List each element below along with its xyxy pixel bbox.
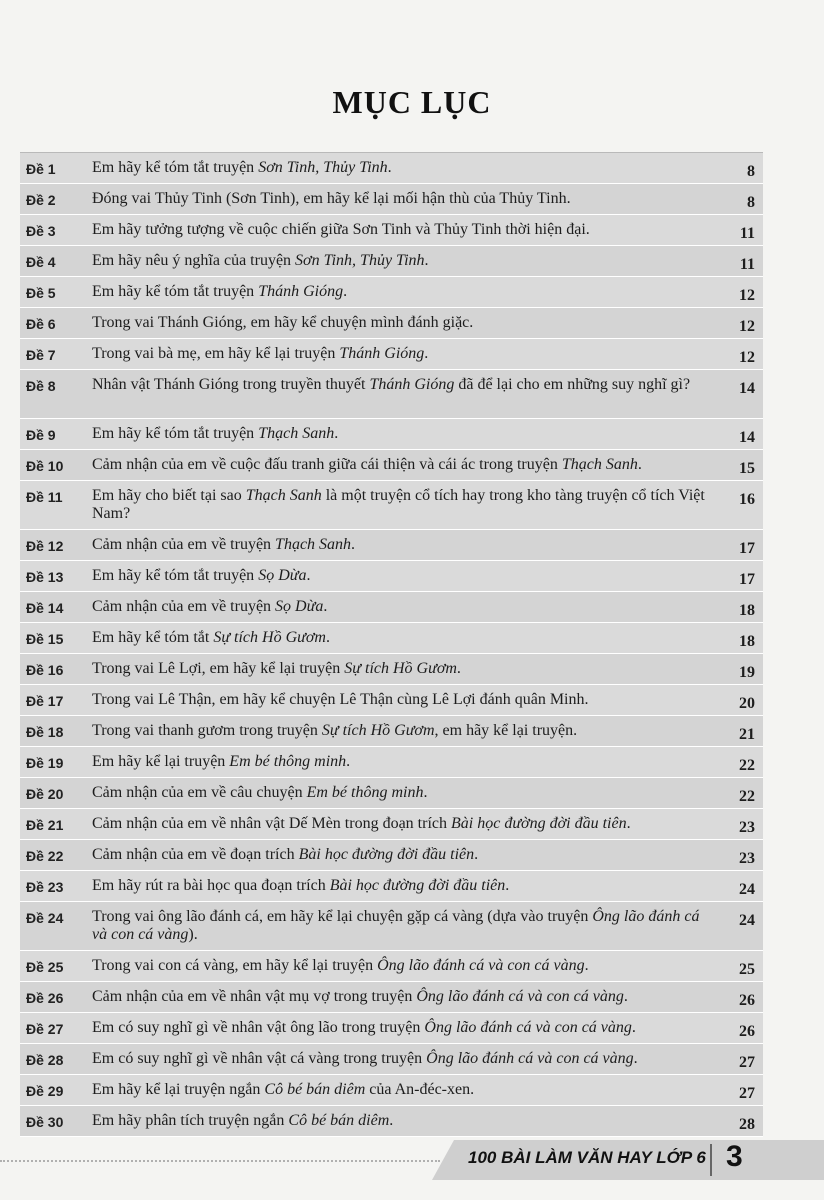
- toc-title-italic: Thạch Sanh: [561, 456, 638, 473]
- toc-page-number: 23: [739, 850, 755, 867]
- toc-label: Đề 5: [26, 285, 56, 301]
- toc-label: Đề 26: [26, 990, 64, 1006]
- toc-title-text: Em hãy kể tóm tắt: [92, 629, 214, 646]
- toc-title-italic: Ông lão đánh cá và con cá vàng: [426, 1050, 634, 1067]
- toc-row: [20, 654, 763, 685]
- toc-page-number: 23: [739, 819, 755, 836]
- toc-title-text: Nhân vật Thánh Gióng trong truyền thuyết: [92, 376, 370, 393]
- toc-title-text-end: .: [306, 567, 311, 584]
- toc-title-italic: Em bé thông minh: [306, 784, 424, 801]
- toc-page-number: 27: [739, 1085, 755, 1102]
- toc-page-number: 14: [739, 429, 755, 446]
- toc-row: [20, 778, 763, 809]
- toc-title-text-end: là một truyện cổ tích hay trong kho tàng truyện cổ tích Việt Nam?: [92, 487, 705, 522]
- toc-title-text: Trong vai Thánh Gióng, em hãy kể chuyện mình đánh giặc.: [92, 314, 474, 331]
- toc-label: Đề 9: [26, 427, 56, 443]
- toc-row: [20, 747, 763, 778]
- toc-title-text-end: .: [423, 784, 428, 801]
- toc-title-text-end: , em hãy kể lại truyện.: [434, 722, 578, 739]
- toc-title: [92, 871, 723, 901]
- toc-title-italic: Sự tích Hồ Gươm: [213, 629, 326, 646]
- toc-title-italic: Sọ Dừa: [275, 598, 324, 615]
- toc-row: [20, 450, 763, 481]
- toc-row: [20, 902, 763, 951]
- toc-row: [20, 184, 763, 215]
- toc-title-italic: Ông lão đánh cá và con cá vàng: [92, 908, 700, 943]
- table-of-contents: [20, 152, 763, 1137]
- toc-title-text: Em hãy kể tóm tắt truyện: [92, 425, 259, 442]
- toc-title: [92, 623, 723, 653]
- toc-title: [92, 1106, 723, 1136]
- toc-title-text-end: .: [631, 1019, 636, 1036]
- toc-title-italic: Sự tích Hồ Gươm: [344, 660, 457, 677]
- toc-title: [92, 153, 723, 183]
- toc-title-text-end: .: [346, 753, 351, 770]
- toc-page-number: 22: [739, 757, 755, 774]
- toc-page-number: 11: [739, 256, 755, 273]
- toc-page-number: 24: [739, 912, 755, 929]
- toc-title-italic: Sơn Tinh, Thủy Tinh: [258, 159, 388, 176]
- toc-label: Đề 11: [26, 489, 63, 505]
- toc-row: [20, 277, 763, 308]
- toc-page-number: 26: [739, 992, 755, 1009]
- toc-page-number: 28: [739, 1116, 755, 1133]
- toc-label: Đề 18: [26, 724, 64, 740]
- toc-title-text: Em có suy nghĩ gì về nhân vật ông lão trong truyện: [92, 1019, 425, 1036]
- toc-title: [92, 184, 723, 214]
- toc-title-italic: Sự tích Hồ Gươm: [321, 722, 435, 739]
- toc-title-text: Em hãy kể tóm tắt truyện: [92, 283, 259, 300]
- toc-title-italic: Thạch Sanh: [258, 425, 335, 442]
- toc-title-text-end: ).: [188, 926, 198, 943]
- toc-title-italic: Ông lão đánh cá và con cá vàng: [416, 988, 624, 1005]
- toc-title-text: Em có suy nghĩ gì về nhân vật cá vàng trong truyện: [92, 1050, 427, 1067]
- toc-page-number: 20: [739, 695, 755, 712]
- toc-row: [20, 840, 763, 871]
- toc-row: [20, 215, 763, 246]
- toc-row: [20, 809, 763, 840]
- toc-title-italic: Ông lão đánh cá và con cá vàng: [424, 1019, 632, 1036]
- toc-title: [92, 982, 723, 1012]
- toc-page-number: 12: [739, 349, 755, 366]
- toc-title-text-end: .: [389, 1112, 394, 1129]
- toc-title-italic: Thạch Sanh: [245, 487, 322, 504]
- toc-title-italic: Thánh Gióng: [339, 345, 425, 362]
- toc-row: [20, 530, 763, 561]
- toc-title-italic: Bài học đường đời đầu tiên: [298, 846, 475, 863]
- toc-title-text: Em hãy kể lại truyện: [92, 753, 230, 770]
- toc-title-text-end: .: [343, 283, 348, 300]
- toc-title-text-end: .: [323, 598, 328, 615]
- toc-label: Đề 24: [26, 910, 64, 926]
- toc-title: [92, 840, 723, 870]
- toc-row: [20, 1013, 763, 1044]
- toc-title: [92, 246, 723, 276]
- toc-page-number: 14: [739, 380, 755, 397]
- toc-title: [92, 481, 723, 529]
- toc-title-text-end: .: [456, 660, 461, 677]
- toc-title-text-end: .: [637, 456, 642, 473]
- toc-title: [92, 809, 723, 839]
- page-number: 3: [726, 1140, 743, 1173]
- toc-title-text: Trong vai ông lão đánh cá, em hãy kể lại chuyện gặp cá vàng (dựa vào truyện: [92, 908, 593, 925]
- toc-title-text: Cảm nhận của em về cuộc đấu tranh giữa cái thiện và cái ác trong truyện: [92, 456, 562, 473]
- toc-row: [20, 982, 763, 1013]
- toc-title-text-end: .: [474, 846, 479, 863]
- toc-row: [20, 370, 763, 419]
- toc-row: [20, 1106, 763, 1137]
- toc-title-text-end: .: [623, 988, 628, 1005]
- toc-title: [92, 419, 723, 449]
- toc-title-text-end: .: [325, 629, 330, 646]
- toc-label: Đề 20: [26, 786, 64, 802]
- toc-title: [92, 561, 723, 591]
- toc-page-number: 15: [739, 460, 755, 477]
- toc-title: [92, 339, 723, 369]
- toc-row: [20, 1044, 763, 1075]
- toc-title-text: Em hãy nêu ý nghĩa của truyện: [92, 252, 296, 269]
- toc-label: Đề 4: [26, 254, 56, 270]
- toc-page-number: 22: [739, 788, 755, 805]
- toc-title-text: Em hãy kể lại truyện ngắn: [92, 1081, 265, 1098]
- toc-label: Đề 23: [26, 879, 64, 895]
- toc-row: [20, 685, 763, 716]
- toc-title: [92, 685, 723, 715]
- toc-page-number: 21: [739, 726, 755, 743]
- toc-title: [92, 716, 723, 746]
- toc-title: [92, 308, 723, 338]
- toc-row: [20, 1075, 763, 1106]
- toc-label: Đề 6: [26, 316, 56, 332]
- toc-title: [92, 778, 723, 808]
- toc-title-text-end: .: [584, 957, 589, 974]
- toc-title-text: Cảm nhận của em về nhân vật mụ vợ trong truyện: [92, 988, 417, 1005]
- toc-title: [92, 1044, 723, 1074]
- toc-page-number: 16: [739, 491, 755, 508]
- toc-title-text: Em hãy rút ra bài học qua đoạn trích: [92, 877, 330, 894]
- toc-title-text: Trong vai Lê Lợi, em hãy kể lại truyện: [92, 660, 345, 677]
- toc-label: Đề 3: [26, 223, 56, 239]
- toc-row: [20, 871, 763, 902]
- toc-page-number: 17: [739, 540, 755, 557]
- toc-row: [20, 481, 763, 530]
- toc-page-number: 25: [739, 961, 755, 978]
- toc-page-number: 26: [739, 1023, 755, 1040]
- toc-label: Đề 8: [26, 378, 56, 394]
- toc-label: Đề 15: [26, 631, 64, 647]
- toc-page-number: 18: [739, 602, 755, 619]
- toc-title: [92, 370, 723, 418]
- toc-row: [20, 246, 763, 277]
- toc-title-italic: Cô bé bán diêm: [264, 1081, 366, 1098]
- toc-label: Đề 22: [26, 848, 64, 864]
- toc-title-text-end: .: [334, 425, 339, 442]
- toc-row: [20, 951, 763, 982]
- toc-title-text: Em hãy tưởng tượng về cuộc chiến giữa Sơn Tinh và Thủy Tinh thời hiện đại.: [92, 221, 590, 238]
- toc-title-text: Trong vai con cá vàng, em hãy kể lại truyện: [92, 957, 378, 974]
- footer-book-title: 100 BÀI LÀM VĂN HAY LỚP 6: [468, 1148, 706, 1167]
- toc-title-text-end: đã để lại cho em những suy nghĩ gì?: [454, 376, 691, 393]
- toc-title-text: Cảm nhận của em về nhân vật Dế Mèn trong đoạn trích: [92, 815, 451, 832]
- toc-title: [92, 654, 723, 684]
- toc-title: [92, 747, 723, 777]
- toc-label: Đề 27: [26, 1021, 64, 1037]
- toc-page-number: 19: [739, 664, 755, 681]
- toc-title-italic: Thạch Sanh: [275, 536, 352, 553]
- footer-divider: [710, 1144, 712, 1176]
- toc-label: Đề 14: [26, 600, 64, 616]
- toc-title: [92, 1075, 723, 1105]
- toc-label: Đề 29: [26, 1083, 64, 1099]
- toc-label: Đề 2: [26, 192, 56, 208]
- toc-title: [92, 450, 723, 480]
- toc-title: [92, 951, 723, 981]
- toc-title: [92, 277, 723, 307]
- toc-title-text: Cảm nhận của em về đoạn trích: [92, 846, 299, 863]
- footer-dotted-line: [0, 1160, 440, 1162]
- toc-page-number: 24: [739, 881, 755, 898]
- toc-title-text: Trong vai bà mẹ, em hãy kể lại truyện: [92, 345, 340, 362]
- toc-row: [20, 561, 763, 592]
- toc-title-text: Cảm nhận của em về truyện: [92, 536, 276, 553]
- toc-title-italic: Bài học đường đời đầu tiên: [329, 877, 506, 894]
- toc-page-number: 8: [747, 194, 755, 211]
- toc-row: [20, 592, 763, 623]
- toc-title-text: Trong vai thanh gươm trong truyện: [92, 722, 322, 739]
- toc-title-italic: Ông lão đánh cá và con cá vàng: [377, 957, 585, 974]
- toc-title-text: Cảm nhận của em về câu chuyện: [92, 784, 307, 801]
- toc-title: [92, 592, 723, 622]
- toc-title-italic: Sọ Dừa: [258, 567, 307, 584]
- toc-title-text: Em hãy cho biết tại sao: [92, 487, 246, 504]
- toc-title-text-end: .: [633, 1050, 638, 1067]
- page-title: MỤC LỤC: [332, 84, 492, 120]
- toc-title-text: Trong vai Lê Thận, em hãy kể chuyện Lê Thận cùng Lê Lợi đánh quân Minh.: [92, 691, 589, 708]
- toc-row: [20, 339, 763, 370]
- toc-label: Đề 17: [26, 693, 64, 709]
- toc-page-number: 12: [739, 287, 755, 304]
- toc-label: Đề 16: [26, 662, 64, 678]
- toc-page-number: 12: [739, 318, 755, 335]
- toc-label: Đề 13: [26, 569, 64, 585]
- toc-title: [92, 902, 723, 950]
- toc-page-number: 18: [739, 633, 755, 650]
- toc-row: [20, 153, 763, 184]
- toc-title-text: Em hãy kể tóm tắt truyện: [92, 159, 259, 176]
- toc-label: Đề 1: [26, 161, 56, 177]
- toc-label: Đề 7: [26, 347, 56, 363]
- toc-title: [92, 530, 723, 560]
- toc-page-number: 11: [739, 225, 755, 242]
- toc-page-number: 8: [747, 163, 755, 180]
- toc-title: [92, 215, 723, 245]
- toc-label: Đề 12: [26, 538, 64, 554]
- toc-title-text-end: .: [505, 877, 510, 894]
- toc-label: Đề 30: [26, 1114, 64, 1130]
- toc-row: [20, 308, 763, 339]
- toc-title-text-end: .: [626, 815, 631, 832]
- toc-title-italic: Bài học đường đời đầu tiên: [451, 815, 627, 832]
- toc-page-number: 27: [739, 1054, 755, 1071]
- toc-page-number: 17: [739, 571, 755, 588]
- toc-row: [20, 419, 763, 450]
- toc-label: Đề 28: [26, 1052, 64, 1068]
- toc-label: Đề 21: [26, 817, 64, 833]
- toc-title-text-end: .: [387, 159, 392, 176]
- toc-row: [20, 716, 763, 747]
- toc-row: [20, 623, 763, 654]
- toc-title: [92, 1013, 723, 1043]
- toc-title-text: Em hãy kể tóm tắt truyện: [92, 567, 259, 584]
- toc-title-italic: Sơn Tinh, Thủy Tinh: [295, 252, 425, 269]
- toc-title-text: Đóng vai Thủy Tinh (Sơn Tinh), em hãy kể lại mối hận thù của Thủy Tinh.: [92, 190, 571, 207]
- toc-label: Đề 10: [26, 458, 64, 474]
- toc-label: Đề 19: [26, 755, 64, 771]
- toc-title-text: Em hãy phân tích truyện ngắn: [92, 1112, 289, 1129]
- toc-title-text: Cảm nhận của em về truyện: [92, 598, 276, 615]
- toc-title-text-end: .: [351, 536, 356, 553]
- toc-title-italic: Em bé thông minh: [229, 753, 347, 770]
- toc-label: Đề 25: [26, 959, 64, 975]
- toc-title-italic: Thánh Gióng: [258, 283, 344, 300]
- toc-title-text-end: .: [424, 252, 429, 269]
- toc-title-text-end: .: [424, 345, 429, 362]
- toc-title-text-end: của An-đéc-xen.: [365, 1081, 475, 1098]
- toc-title-italic: Cô bé bán diêm: [288, 1112, 390, 1129]
- toc-title-italic: Thánh Gióng: [369, 376, 455, 393]
